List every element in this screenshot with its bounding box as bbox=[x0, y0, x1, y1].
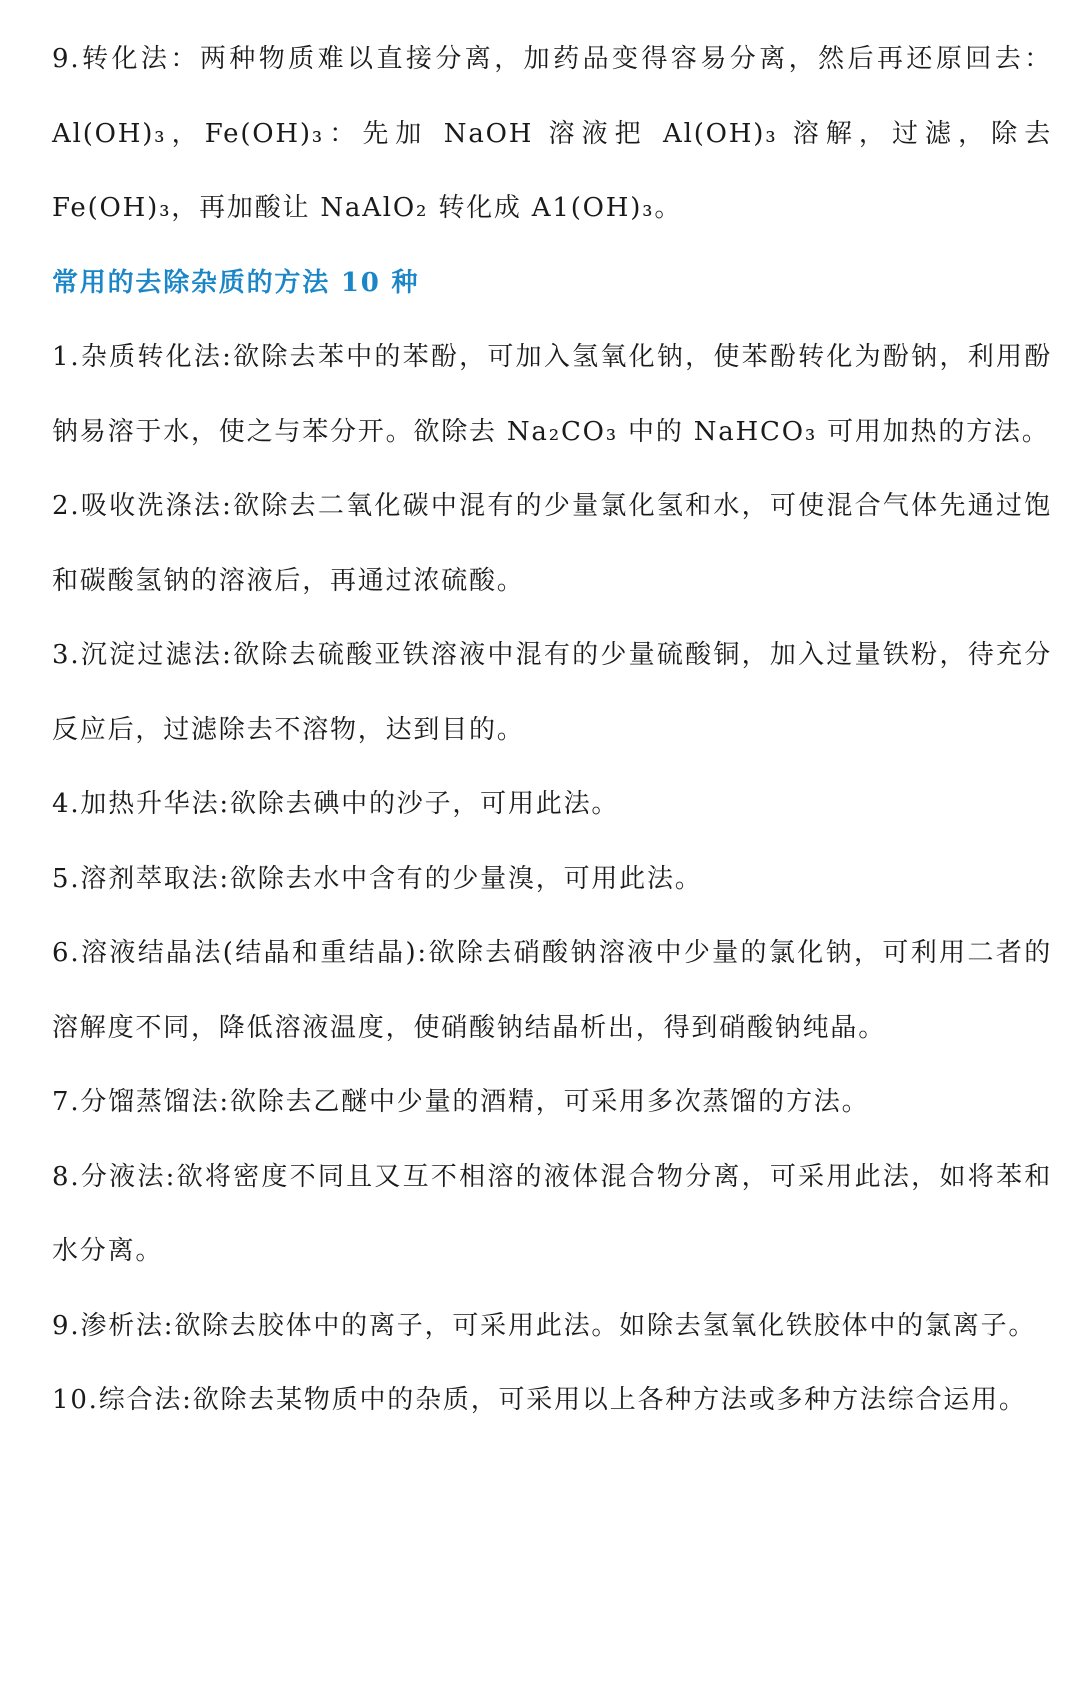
method-item: 10.综合法:欲除去某物质中的杂质，可采用以上各种方法或多种方法综合运用。 bbox=[52, 1385, 1027, 1415]
method-item: 9.渗析法:欲除去胶体中的离子，可采用此法。如除去氢氧化铁胶体中的氯离子。 bbox=[52, 1310, 1037, 1341]
method-item: 6.溶液结晶法(结晶和重结晶):欲除去硝酸钠溶液中少量的氯化钠，可利用二者的溶解度不同，降低溶液温度，使硝酸钠结晶析出，得到硝酸钠纯晶。 bbox=[52, 938, 1052, 1043]
method-item: 1.杂质转化法:欲除去苯中的苯酚，可加入氢氧化钠，使苯酚转化为酚钠，利用酚钠易溶于水，使之与苯分开。欲除去 Na₂CO₃ 中的 NaHCO₃ 可用加热的方法。 bbox=[52, 342, 1052, 447]
method-item: 8.分液法:欲将密度不同且又互不相溶的液体混合物分离，可采用此法，如将苯和水分离。 bbox=[52, 1161, 1052, 1266]
section-heading: 常用的去除杂质的方法 10 种 bbox=[52, 267, 420, 298]
intro-paragraph: 9.转化法：两种物质难以直接分离，加药品变得容易分离，然后再还原回去：Al(OH)₃，Fe(OH)₃：先加 NaOH 溶液把 Al(OH)₃ 溶解，过滤，除去 Fe(OH)₃，再加酸让 NaAlO₂ 转化成 A1(OH)₃。 bbox=[52, 44, 1052, 223]
method-item: 3.沉淀过滤法:欲除去硫酸亚铁溶液中混有的少量硫酸铜，加入过量铁粉，待充分反应后，过滤除去不溶物，达到目的。 bbox=[52, 640, 1052, 745]
method-item: 7.分馏蒸馏法:欲除去乙醚中少量的酒精，可采用多次蒸馏的方法。 bbox=[52, 1087, 870, 1117]
method-item: 5.溶剂萃取法:欲除去水中含有的少量溴，可用此法。 bbox=[52, 863, 703, 894]
method-item: 4.加热升华法:欲除去碘中的沙子，可用此法。 bbox=[52, 789, 620, 819]
method-item: 2.吸收洗涤法:欲除去二氧化碳中混有的少量氯化氢和水，可使混合气体先通过饱和碳酸氢钠的溶液后，再通过浓硫酸。 bbox=[52, 491, 1052, 596]
